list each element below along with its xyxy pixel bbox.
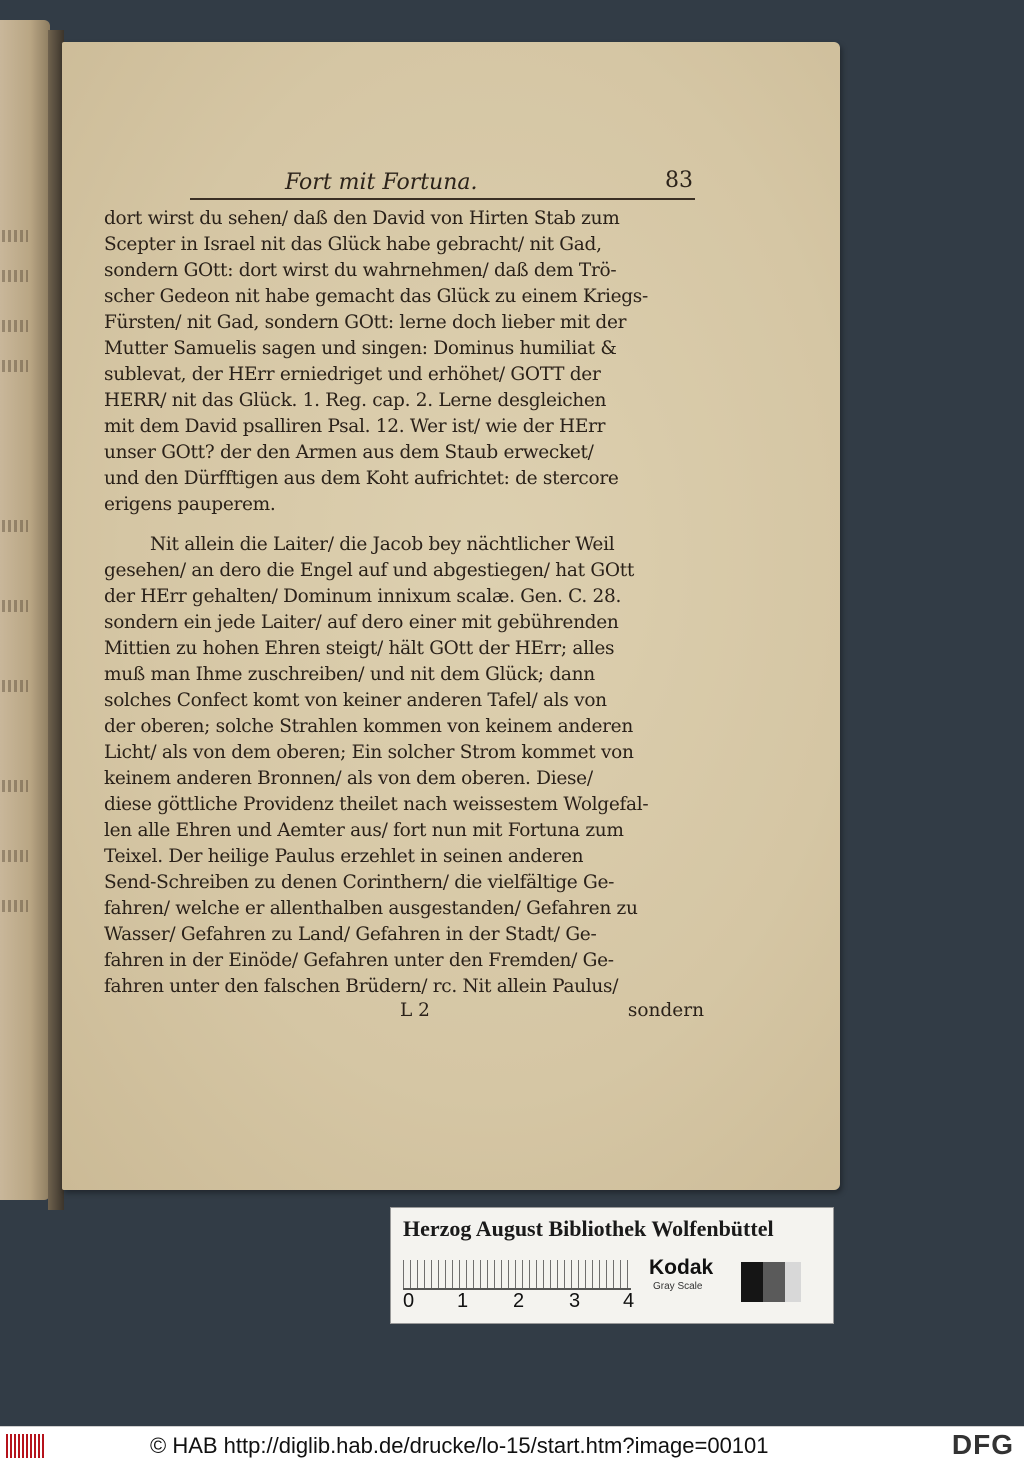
text-line: fahren/ welche er allenthalben ausgestanden/ Gefahren zu xyxy=(104,898,638,919)
text-line: sublevat, der HErr erniedriget und erhöhet/ GOTT der xyxy=(104,364,601,385)
bleed-through-text xyxy=(2,900,28,912)
gray-scale-label: Gray Scale xyxy=(653,1281,703,1292)
text-line: diese göttliche Providenz theilet nach weissestem Wolgefal- xyxy=(104,794,649,815)
text-line: sondern GOtt: dort wirst du wahrnehmen/ daß dem Trö- xyxy=(104,260,617,281)
text-line: Mittien zu hohen Ehren steigt/ hält GOtt der HErr; alles xyxy=(104,638,615,659)
header-rule xyxy=(190,198,695,200)
bleed-through-text xyxy=(2,230,28,242)
text-line: Mutter Samuelis sagen und singen: Dominus humiliat & xyxy=(104,338,617,359)
page-footer xyxy=(104,1000,704,1026)
signature-mark: L 2 xyxy=(400,1000,430,1021)
text-line: Fürsten/ nit Gad, sondern GOtt: lerne doch lieber mit der xyxy=(104,312,627,333)
text-line: sondern ein jede Laiter/ auf dero einer mit gebührenden xyxy=(104,612,619,633)
copyright-link[interactable]: © HAB http://diglib.hab.de/drucke/lo-15/start.htm?image=00101 xyxy=(150,1433,769,1458)
bleed-through-text xyxy=(2,360,28,372)
gray-patch-black xyxy=(741,1262,763,1302)
text-line: unser GOtt? der den Armen aus dem Staub erwecket/ xyxy=(104,442,594,463)
catchword: sondern xyxy=(627,1000,704,1021)
text-line: HERR/ nit das Glück. 1. Reg. cap. 2. Lerne desgleichen xyxy=(104,390,607,411)
text-line: Scepter in Israel nit das Glück habe gebracht/ nit Gad, xyxy=(104,234,602,255)
text-line: gesehen/ an dero die Engel auf und abgestiegen/ hat GOtt xyxy=(104,560,634,581)
scale-number: 0 xyxy=(403,1290,415,1312)
color-target-card xyxy=(390,1207,834,1324)
scale-number: 4 xyxy=(623,1290,635,1312)
viewer-footer-bar xyxy=(0,1426,1024,1464)
text-line: keinem anderen Bronnen/ als von dem oberen. Diese/ xyxy=(104,768,593,789)
page-number: 83 xyxy=(665,168,693,193)
scale-number: 2 xyxy=(513,1290,525,1312)
scale-number: 3 xyxy=(569,1290,581,1312)
text-line: der HErr gehalten/ Dominum innixum scalæ. Gen. C. 28. xyxy=(104,586,622,607)
text-line: solches Confect komt von keiner anderen Tafel/ als von xyxy=(104,690,607,711)
bleed-through-text xyxy=(2,320,28,332)
library-name: Herzog August Bibliothek Wolfenbüttel xyxy=(403,1216,774,1241)
bleed-through-text xyxy=(2,850,28,862)
text-line: fahren unter den falschen Brüdern/ rc. Nit allein Paulus/ xyxy=(104,976,619,997)
kodak-logo: Kodak xyxy=(649,1256,714,1279)
text-line: mit dem David psalliren Psal. 12. Wer ist/ wie der HErr xyxy=(104,416,606,437)
text-line: der oberen; solche Strahlen kommen von keinem anderen xyxy=(104,716,633,737)
scale-number: 1 xyxy=(457,1290,469,1312)
text-line: dort wirst du sehen/ daß den David von Hirten Stab zum xyxy=(104,208,620,229)
text-line: Send-Schreiben zu denen Corinthern/ die vielfältige Ge- xyxy=(104,872,615,893)
text-line: scher Gedeon nit habe gemacht das Glück zu einem Kriegs- xyxy=(104,286,648,307)
bleed-through-text xyxy=(2,600,28,612)
running-header xyxy=(285,168,693,198)
paragraph-2 xyxy=(104,532,704,1000)
bleed-through-text xyxy=(2,520,28,532)
text-line: fahren in der Einöde/ Gefahren unter den Fremden/ Ge- xyxy=(104,950,614,971)
text-line: Nit allein die Laiter/ die Jacob bey nächtlicher Weil xyxy=(150,534,615,555)
adjacent-page-edge xyxy=(0,20,50,1200)
text-line: und den Dürfftigen aus dem Koht aufrichtet: de stercore xyxy=(104,468,619,489)
dfg-logo: DFG xyxy=(951,1429,1014,1460)
text-line: Licht/ als von dem oberen; Ein solcher Strom kommet von xyxy=(104,742,634,763)
text-line: muß man Ihme zuschreiben/ und nit dem Glück; dann xyxy=(104,664,595,685)
scale-ruler xyxy=(403,1260,631,1290)
gray-patch-mid xyxy=(763,1262,785,1302)
hab-logo-icon xyxy=(6,1434,46,1458)
bleed-through-text xyxy=(2,780,28,792)
gray-patch-light xyxy=(785,1262,801,1302)
bleed-through-text xyxy=(2,680,28,692)
text-line: erigens pauperem. xyxy=(104,494,276,515)
text-line: len alle Ehren und Aemter aus/ fort nun mit Fortuna zum xyxy=(104,820,624,841)
bleed-through-text xyxy=(2,270,28,282)
text-line: Wasser/ Gefahren zu Land/ Gefahren in der Stadt/ Ge- xyxy=(104,924,597,945)
text-line: Teixel. Der heilige Paulus erzehlet in seinen anderen xyxy=(104,846,584,867)
page-body xyxy=(104,206,704,1000)
running-title: Fort mit Fortuna. xyxy=(285,170,478,195)
scale-numbers xyxy=(399,1290,639,1314)
